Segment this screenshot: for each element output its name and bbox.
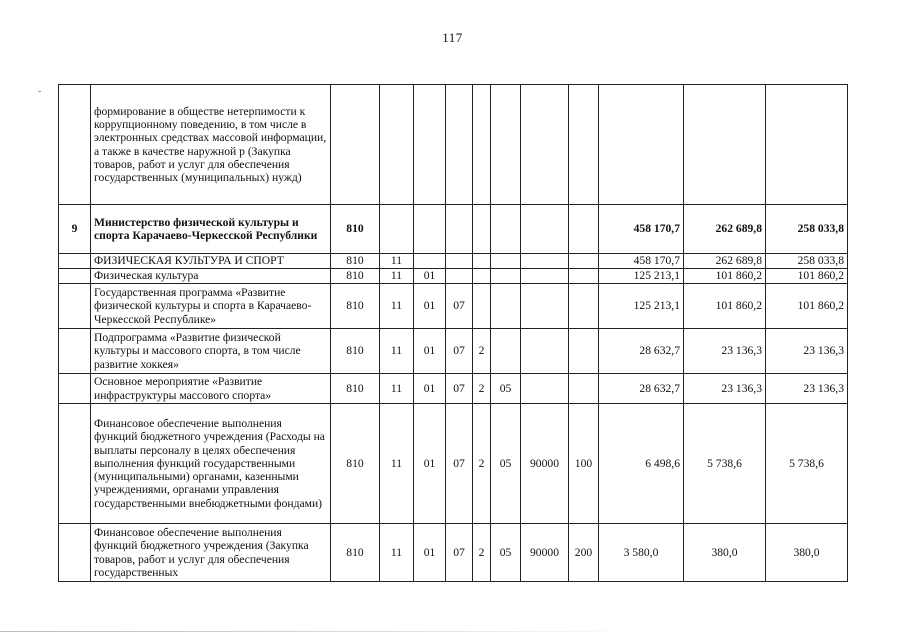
code-activity: 05: [491, 374, 521, 404]
amount-year-1: [599, 85, 684, 205]
code-ministry: 810: [331, 269, 380, 284]
code-ministry: 810: [331, 524, 380, 582]
table-body: [59, 85, 848, 582]
code-expense-type: 100: [569, 404, 599, 524]
code-expense-type: [569, 85, 599, 205]
amount-year-1: 28 632,7: [599, 374, 684, 404]
margin-mark: [38, 91, 41, 92]
code-direction: 90000: [521, 404, 569, 524]
row-number: [59, 269, 91, 284]
code-section: 11: [380, 524, 414, 582]
budget-table: [58, 84, 848, 582]
amount-year-3: 380,0: [766, 524, 848, 582]
amount-year-2: 262 689,8: [684, 205, 766, 254]
amount-year-1: 458 170,7: [599, 205, 684, 254]
table-row: [59, 524, 848, 582]
amount-year-3: 258 033,8: [766, 205, 848, 254]
page-number: 117: [442, 30, 463, 45]
code-activity: 05: [491, 404, 521, 524]
row-name: Финансовое обеспечение выполнения функций бюджетного учреждения (Расходы на выплаты персоналу в целях обеспечения выполнения функций государственными (муниципальными) органами, казенными учреждениями, органами управления государственными внебюджетными фондами): [91, 404, 331, 524]
code-expense-type: [569, 269, 599, 284]
code-direction: [521, 329, 569, 374]
code-program: 07: [446, 524, 473, 582]
amount-year-3: 23 136,3: [766, 329, 848, 374]
code-section: 11: [380, 254, 414, 269]
table-row: [59, 85, 848, 205]
code-ministry: [331, 85, 380, 205]
code-subsection: 01: [414, 329, 446, 374]
code-subprogram: 2: [473, 374, 491, 404]
row-number: [59, 329, 91, 374]
code-subprogram: [473, 85, 491, 205]
code-activity: [491, 205, 521, 254]
amount-year-3: 5 738,6: [766, 404, 848, 524]
code-expense-type: 200: [569, 524, 599, 582]
row-name: формирование в обществе нетерпимости к коррупционному поведению, в том числе в электронных средствах массовой информации, а также в качестве наружной р (Закупка товаров, работ и услуг для обеспечения государственных (муниципальных) нужд): [91, 85, 331, 205]
code-subsection: 01: [414, 269, 446, 284]
row-name: ФИЗИЧЕСКАЯ КУЛЬТУРА И СПОРТ: [91, 254, 331, 269]
code-subsection: 01: [414, 284, 446, 329]
table-row: [59, 284, 848, 329]
code-direction: [521, 85, 569, 205]
code-ministry: 810: [331, 254, 380, 269]
code-subsection: [414, 205, 446, 254]
code-expense-type: [569, 284, 599, 329]
amount-year-2: 5 738,6: [684, 404, 766, 524]
row-number: [59, 374, 91, 404]
row-name: Основное мероприятие «Развитие инфраструктуры массового спорта»: [91, 374, 331, 404]
code-activity: [491, 85, 521, 205]
code-expense-type: [569, 205, 599, 254]
table-row: [59, 374, 848, 404]
code-subprogram: 2: [473, 329, 491, 374]
row-number: [59, 404, 91, 524]
table-row: [59, 205, 848, 254]
amount-year-1: 125 213,1: [599, 269, 684, 284]
table-row: [59, 329, 848, 374]
code-program: [446, 205, 473, 254]
table-row: [59, 254, 848, 269]
table-row: [59, 404, 848, 524]
row-name: Министерство физической культуры и спорта Карачаево-Черкесской Республики: [91, 205, 331, 254]
amount-year-1: 28 632,7: [599, 329, 684, 374]
amount-year-2: 23 136,3: [684, 374, 766, 404]
row-name: Финансовое обеспечение выполнения функций бюджетного учреждения (Закупка товаров, работ и услуг для обеспечения государственных: [91, 524, 331, 582]
code-activity: [491, 269, 521, 284]
code-activity: [491, 254, 521, 269]
code-subprogram: [473, 205, 491, 254]
code-program: 07: [446, 284, 473, 329]
code-expense-type: [569, 329, 599, 374]
code-program: [446, 254, 473, 269]
code-direction: [521, 374, 569, 404]
row-name: Физическая культура: [91, 269, 331, 284]
amount-year-1: 458 170,7: [599, 254, 684, 269]
amount-year-1: 3 580,0: [599, 524, 684, 582]
code-activity: [491, 284, 521, 329]
code-subprogram: 2: [473, 404, 491, 524]
amount-year-2: 23 136,3: [684, 329, 766, 374]
scan-edge-line: [0, 631, 640, 632]
code-subprogram: [473, 284, 491, 329]
code-subprogram: 2: [473, 524, 491, 582]
code-subprogram: [473, 269, 491, 284]
code-section: 11: [380, 329, 414, 374]
amount-year-3: [766, 85, 848, 205]
code-program: [446, 269, 473, 284]
code-subsection: 01: [414, 524, 446, 582]
code-ministry: 810: [331, 284, 380, 329]
code-direction: 90000: [521, 524, 569, 582]
row-number: 9: [59, 205, 91, 254]
code-ministry: 810: [331, 205, 380, 254]
amount-year-2: 262 689,8: [684, 254, 766, 269]
amount-year-2: 101 860,2: [684, 284, 766, 329]
code-direction: [521, 205, 569, 254]
row-name: Подпрограмма «Развитие физической культуры и массового спорта, в том числе развитие хоккея»: [91, 329, 331, 374]
row-number: [59, 85, 91, 205]
code-section: 11: [380, 374, 414, 404]
code-ministry: 810: [331, 329, 380, 374]
amount-year-3: 101 860,2: [766, 284, 848, 329]
amount-year-2: 380,0: [684, 524, 766, 582]
row-name: Государственная программа «Развитие физической культуры и спорта в Карачаево-Черкесской Республике»: [91, 284, 331, 329]
amount-year-1: 125 213,1: [599, 284, 684, 329]
code-subprogram: [473, 254, 491, 269]
code-ministry: 810: [331, 374, 380, 404]
code-section: 11: [380, 284, 414, 329]
code-subsection: [414, 254, 446, 269]
code-expense-type: [569, 374, 599, 404]
code-subsection: [414, 85, 446, 205]
code-program: 07: [446, 374, 473, 404]
code-expense-type: [569, 254, 599, 269]
code-ministry: 810: [331, 404, 380, 524]
amount-year-3: 101 860,2: [766, 269, 848, 284]
row-number: [59, 284, 91, 329]
code-activity: 05: [491, 524, 521, 582]
amount-year-1: 6 498,6: [599, 404, 684, 524]
code-direction: [521, 284, 569, 329]
code-program: 07: [446, 404, 473, 524]
amount-year-2: [684, 85, 766, 205]
amount-year-3: 23 136,3: [766, 374, 848, 404]
row-number: [59, 254, 91, 269]
code-program: 07: [446, 329, 473, 374]
code-direction: [521, 254, 569, 269]
code-activity: [491, 329, 521, 374]
code-section: 11: [380, 404, 414, 524]
code-subsection: 01: [414, 374, 446, 404]
code-section: 11: [380, 269, 414, 284]
code-section: [380, 85, 414, 205]
amount-year-2: 101 860,2: [684, 269, 766, 284]
code-section: [380, 205, 414, 254]
amount-year-3: 258 033,8: [766, 254, 848, 269]
code-program: [446, 85, 473, 205]
code-direction: [521, 269, 569, 284]
code-subsection: 01: [414, 404, 446, 524]
row-number: [59, 524, 91, 582]
table-row: [59, 269, 848, 284]
